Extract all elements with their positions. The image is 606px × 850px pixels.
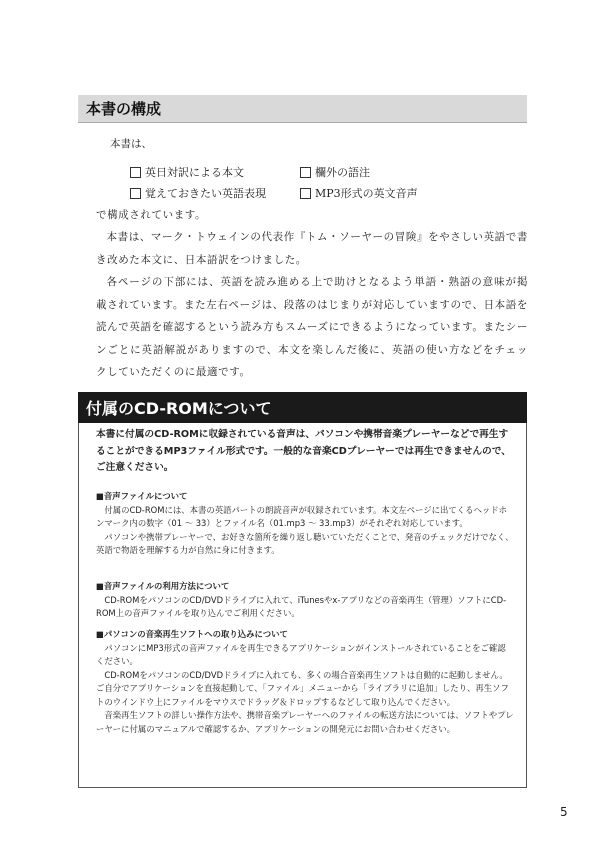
conclusion-text: で構成されています。 bbox=[96, 209, 207, 221]
subsection-heading: ■音声ファイルの利用方法について bbox=[96, 581, 230, 591]
audio-files-section bbox=[96, 490, 514, 558]
paragraph: 各ページの下部には、英語を読み進める上で助けとなるよう単語・熟語の意味が掲載されています。また左右ページは、段落のはじまりが対応していますので、日本語を読んで英語を確認するという読み方もスムーズにできるようになっています。またシーンごとに英語解説がありますので、本文を楽しんだ後に、英語の使い方などをチェックしていただくのに最適です。 bbox=[96, 276, 528, 378]
checkbox-icon bbox=[130, 188, 141, 199]
import-section bbox=[96, 628, 514, 736]
checklist-item bbox=[130, 185, 300, 201]
cdrom-notice: 本書に付属のCD-ROMに収録されている音声は、パソコンや携帯音楽プレーヤーなどで再生することができるMP3ファイル形式です。一般的な音楽CDプレーヤーでは再生できませんので、ご注意ください。 bbox=[96, 429, 511, 473]
checklist-item bbox=[300, 185, 450, 201]
section-title-structure: 本書の構成 bbox=[86, 100, 162, 118]
checklist-label: 覚えておきたい英語表現 bbox=[145, 187, 266, 200]
paragraph: CD-ROMをパソコンのCD/DVDドライブに入れても、多くの場合音楽再生ソフトは自動的に起動しません。ご自分でアプリケーションを直接起動して、「ファイル」メニューから「ライブラリに追加」したり、再生ソフトのウインドウ上にファイルをマウスでドラッグ＆ドロップするなどして取り込んでください。 bbox=[96, 669, 509, 707]
checklist-label: MP3形式の英文音声 bbox=[315, 187, 418, 200]
subsection-heading: ■音声ファイルについて bbox=[96, 491, 188, 501]
checkbox-icon bbox=[130, 167, 141, 178]
section-header-structure bbox=[78, 95, 527, 123]
structure-body bbox=[96, 226, 528, 384]
contents-checklist bbox=[130, 164, 450, 201]
section-header-cdrom bbox=[78, 392, 527, 423]
checklist-label: 英日対訳による本文 bbox=[145, 166, 244, 179]
usage-section bbox=[96, 580, 514, 621]
checklist-label: 欄外の語注 bbox=[315, 166, 370, 179]
paragraph: 付属のCD-ROMには、本書の英語パートの朗読音声が収録されています。本文左ページに出てくるヘッドホンマーク内の数字（01 ～ 33）とファイル名（01.mp3 ～ 33.mp3）がそれぞれ対応しています。 bbox=[96, 504, 508, 528]
paragraph: 本書は、マーク・トウェインの代表作『トム・ソーヤーの冒険』をやさしい英語で書き改めた本文に、日本語訳をつけました。 bbox=[96, 231, 528, 266]
paragraph: パソコンや携帯プレーヤーで、お好きな箇所を繰り返し聴いていただくことで、発音のチェックだけでなく、英語で物語を理解する力が自然に身に付きます。 bbox=[96, 531, 514, 555]
structure-conclusion bbox=[96, 204, 528, 227]
checkbox-icon bbox=[300, 188, 311, 199]
subsection-heading: ■パソコンの音楽再生ソフトへの取り込みについて bbox=[96, 629, 288, 639]
checklist-item bbox=[130, 164, 300, 180]
paragraph: 音楽再生ソフトの詳しい操作方法や、携帯音楽プレーヤーへのファイルの転送方法については、ソフトやプレーヤーに付属のマニュアルで確認するか、アプリケーションの開発元にお問い合わせください。 bbox=[96, 710, 514, 734]
section-title-cdrom: 付属のCD-ROMについて bbox=[86, 399, 272, 418]
checklist-item bbox=[300, 164, 450, 180]
paragraph: CD-ROMをパソコンのCD/DVDドライブに入れて、iTunesやx-アプリなどの音楽再生（管理）ソフトにCD-ROM上の音声ファイルを取り込んでご利用ください。 bbox=[96, 594, 507, 618]
checkbox-icon bbox=[300, 167, 311, 178]
page-number: 5 bbox=[560, 805, 568, 819]
intro-text: 本書は、 bbox=[110, 138, 152, 150]
paragraph: パソコンにMP3形式の音声ファイルを再生できるアプリケーションがインストールされていることをご確認ください。 bbox=[96, 642, 506, 666]
